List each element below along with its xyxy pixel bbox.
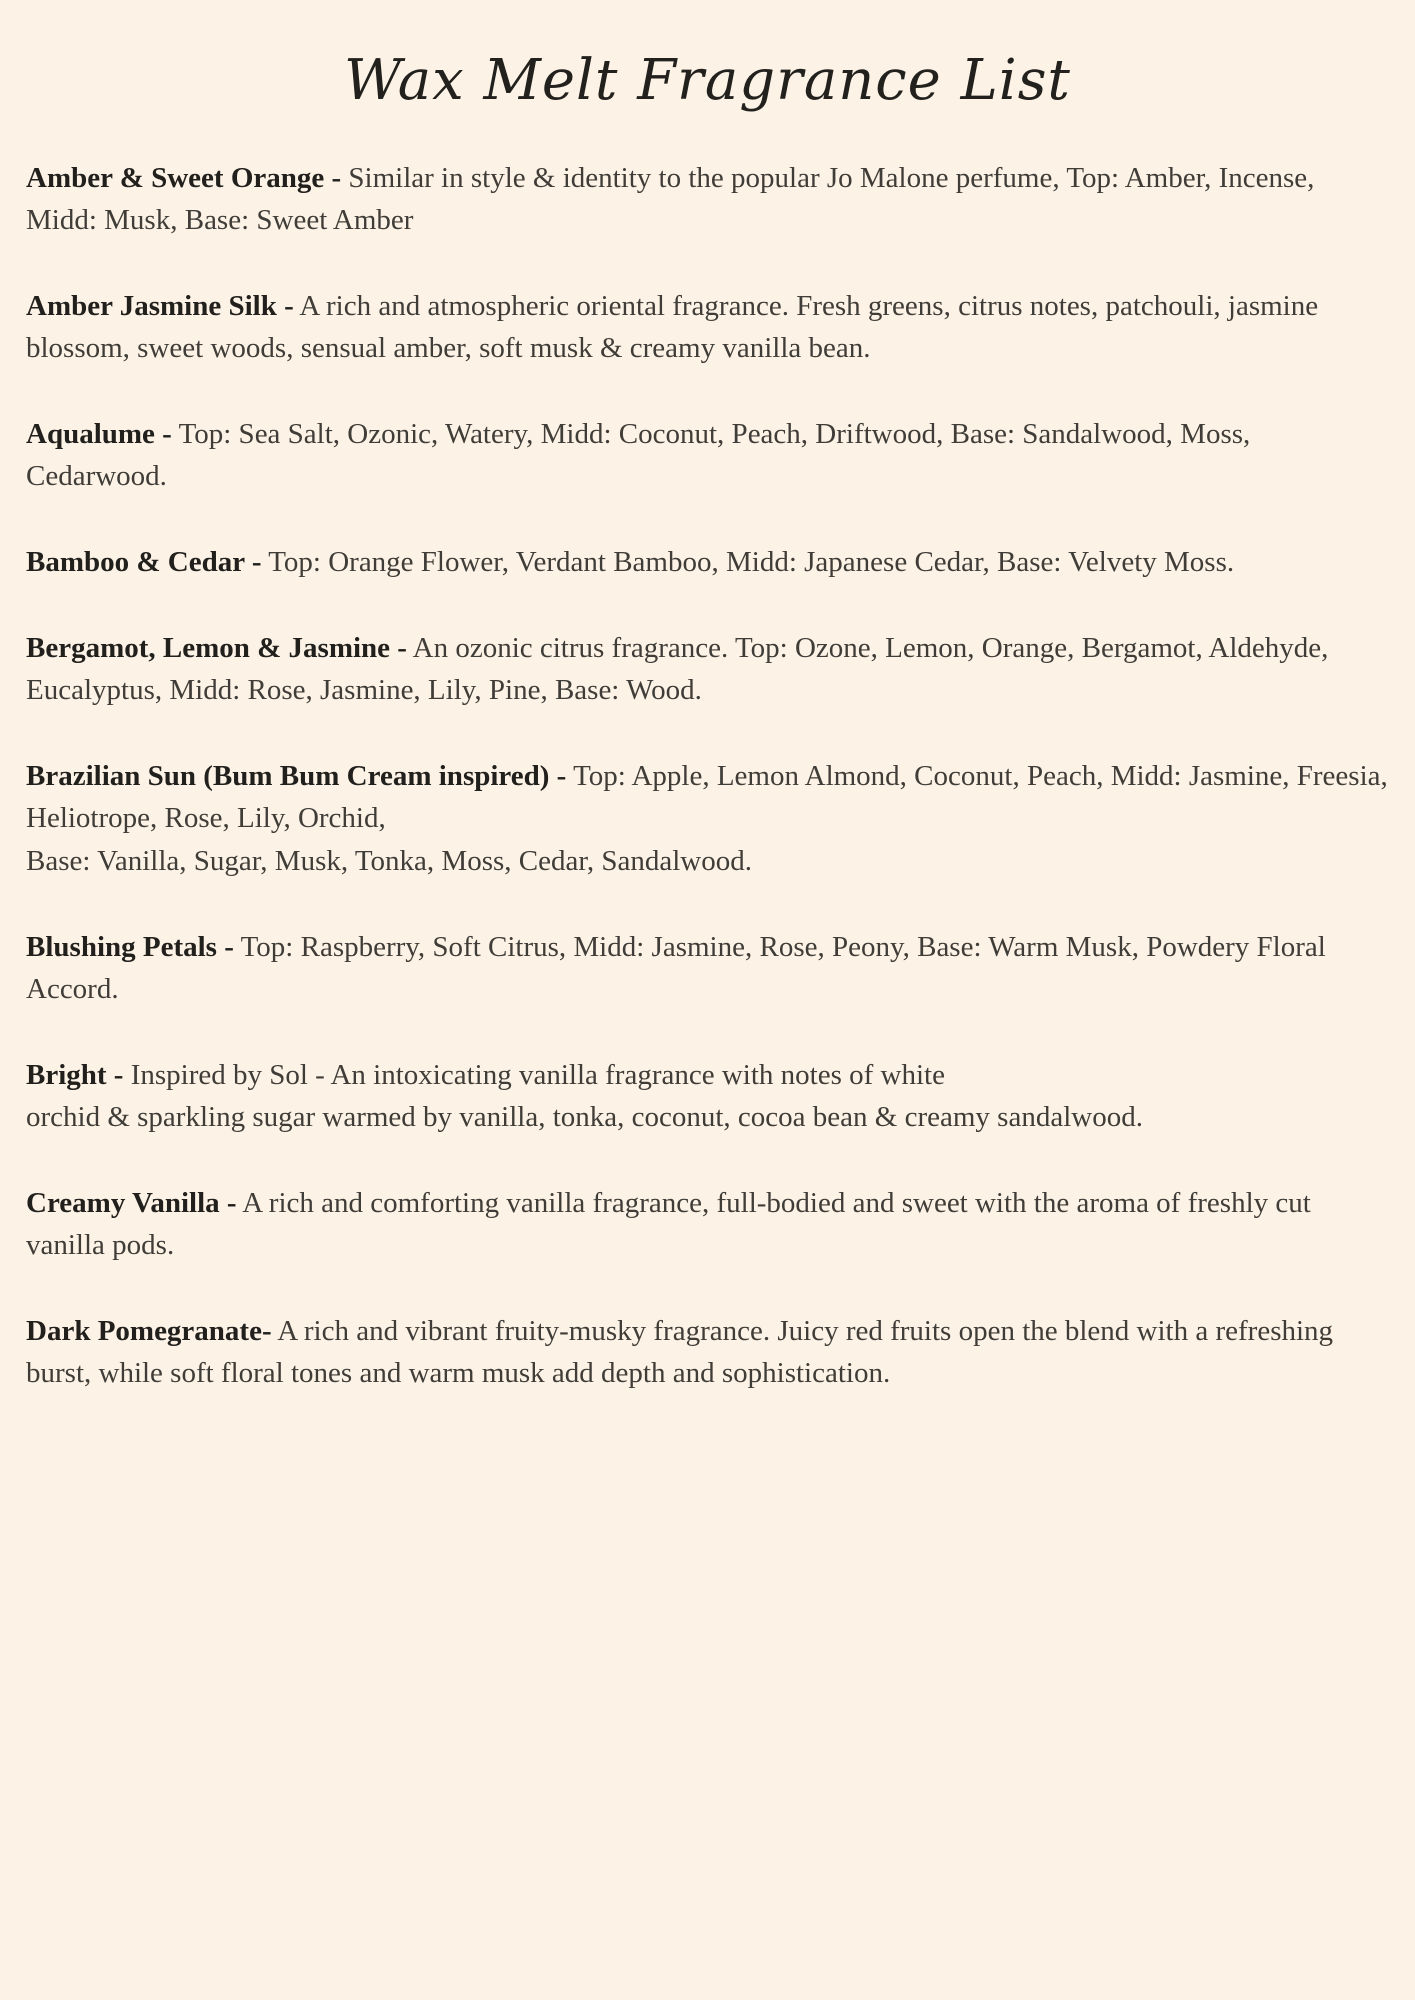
page-title: Wax Melt Fragrance List xyxy=(344,48,1071,113)
fragrance-entry xyxy=(26,1310,1389,1394)
fragrance-entry xyxy=(26,755,1389,881)
fragrance-description: Inspired by Sol - An intoxicating vanilla fragrance with notes of white orchid & sparkling sugar warmed by vanilla, tonka, coconut, cocoa bean & creamy sandalwood. xyxy=(26,1058,1143,1133)
fragrance-name: Bright - xyxy=(26,1058,124,1091)
fragrance-entry xyxy=(26,926,1389,1010)
fragrance-name: Creamy Vanilla - xyxy=(26,1186,237,1219)
fragrance-name: Dark Pomegranate- xyxy=(26,1314,272,1347)
fragrance-name: Brazilian Sun (Bum Bum Cream inspired) - xyxy=(26,760,567,793)
fragrance-entry xyxy=(26,1054,1389,1138)
fragrance-name: Bergamot, Lemon & Jasmine - xyxy=(26,632,407,665)
fragrance-description: A rich and atmospheric oriental fragrance. Fresh greens, citrus notes, patchouli, jasmine blossom, sweet woods, sensual amber, soft musk & creamy vanilla bean. xyxy=(26,290,1326,365)
fragrance-description: Similar in style & identity to the popular Jo Malone perfume, Top: Amber, Incense, Midd: Musk, Base: Sweet Amber xyxy=(26,162,1322,237)
fragrance-description: Top: Raspberry, Soft Citrus, Midd: Jasmine, Rose, Peony, Base: Warm Musk, Powdery Floral Accord. xyxy=(26,930,1332,1005)
fragrance-description: A rich and vibrant fruity-musky fragrance. Juicy red fruits open the blend with a refreshing burst, while soft floral tones and warm musk add depth and sophistication. xyxy=(26,1314,1341,1389)
fragrance-description: Top: Sea Salt, Ozonic, Watery, Midd: Coconut, Peach, Driftwood, Base: Sandalwood, Moss, Cedarwood. xyxy=(26,418,1258,493)
fragrance-description: Top: Apple, Lemon Almond, Coconut, Peach, Midd: Jasmine, Freesia, Heliotrope, Rose, Lily, Orchid, Base: Vanilla, Sugar, Musk, Tonka, Moss, Cedar, Sandalwood. xyxy=(26,760,1388,877)
fragrance-description: A rich and comforting vanilla fragrance, full-bodied and sweet with the aroma of freshly cut vanilla pods. xyxy=(26,1186,1319,1261)
fragrance-entry xyxy=(26,285,1389,369)
fragrance-name: Blushing Petals - xyxy=(26,930,234,963)
fragrance-entry xyxy=(26,413,1389,497)
fragrance-description: An ozonic citrus fragrance. Top: Ozone, Lemon, Orange, Bergamot, Aldehyde, Eucalyptus, Midd: Rose, Jasmine, Lily, Pine, Base: Wood. xyxy=(26,632,1336,707)
fragrance-entry xyxy=(26,157,1389,241)
fragrance-name: Aqualume - xyxy=(26,418,172,451)
fragrance-entry xyxy=(26,1182,1389,1266)
fragrance-name: Amber & Sweet Orange - xyxy=(26,162,342,194)
fragrance-name: Bamboo & Cedar - xyxy=(26,546,262,579)
fragrance-name: Amber Jasmine Silk - xyxy=(26,290,294,323)
fragrance-entry xyxy=(26,541,1389,583)
fragrance-entry xyxy=(26,627,1389,711)
fragrance-description: Top: Orange Flower, Verdant Bamboo, Midd: Japanese Cedar, Base: Velvety Moss. xyxy=(268,546,1235,579)
